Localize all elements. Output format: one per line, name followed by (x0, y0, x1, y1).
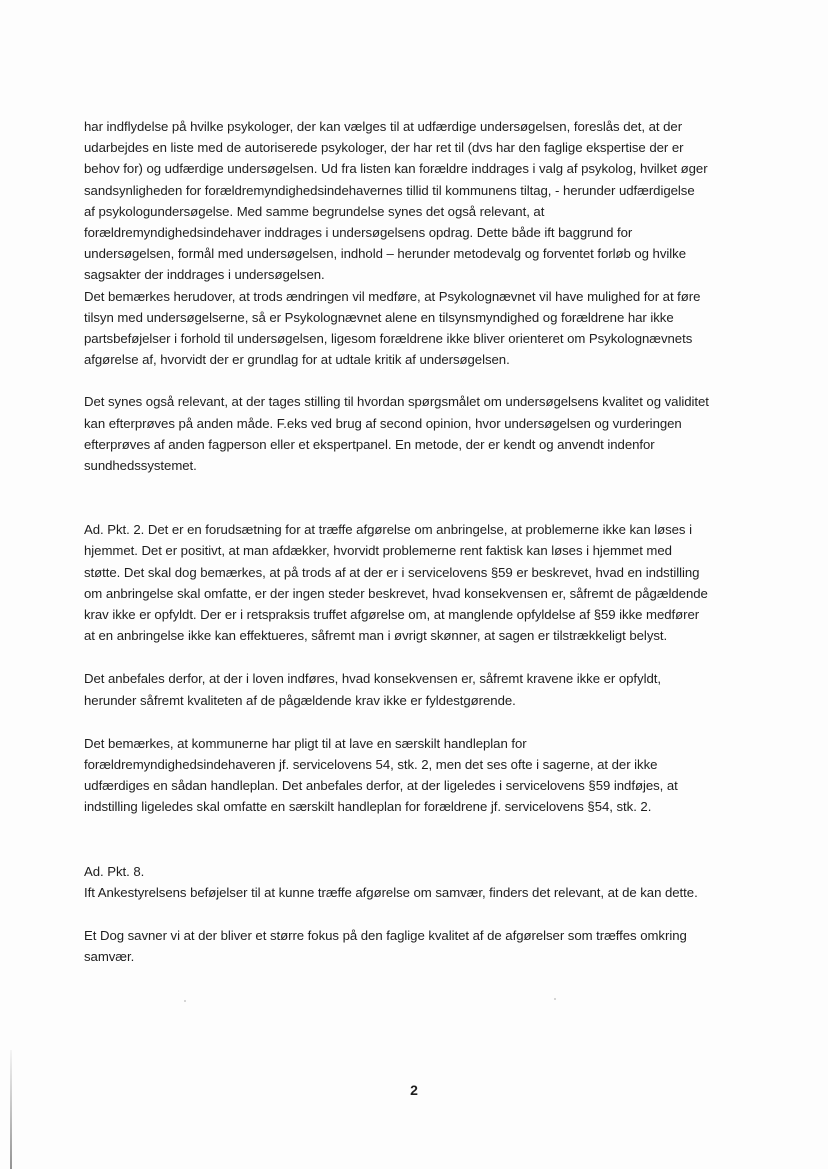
paragraph-spacer (84, 646, 756, 668)
text-line: udarbejdes en liste med de autoriserede psykologer, der har ret til (dvs har den faglige ekspertise der er (84, 140, 684, 156)
paragraph-action-plan (84, 733, 756, 818)
text-line: Det bemærkes herudover, at trods ændringen vil medføre, at Psykolognævnet vil have mulighed for at føre (84, 288, 701, 304)
text-line: hjemmet. Det er positivt, at man afdækker, hvorvidt problemerne rent faktisk kan løses i hjemmet med (84, 543, 672, 559)
text-line: sagsakter der inddrages i undersøgelsen. (84, 267, 325, 283)
text-line: sandsynligheden for forældremyndighedsindehavernes tillid til kommunens tiltag, - herunder udfærdigelse (84, 182, 695, 198)
text-line: udfærdiges en sådan handleplan. Det anbefales derfor, at der ligeledes i servicelovens §59 indføjes, at (84, 778, 678, 794)
text-line: forældremyndighedsindehaver inddrages i undersøgelsens opdrag. Dette både ift baggrund for (84, 225, 633, 241)
paragraph-spacer (84, 370, 756, 391)
scan-speck (184, 1000, 186, 1002)
paragraph-ad-pkt-2 (84, 519, 756, 646)
paragraph-recommendation-consequence (84, 668, 756, 710)
text-line: behov for) og udfærdige undersøgelsen. Ud fra listen kan forældre inddrages i valg af psykolog, hvilket øger (84, 161, 708, 177)
text-line: krav ikke er opfyldt. Der er i retspraksis truffet afgørelse om, at manglende opfyldelse af §59 ikke medfører (84, 607, 700, 623)
text-line: forældremyndighedsindehaveren jf. servicelovens 54, stk. 2, men det ses ofte i sagerne, at der ikke (84, 757, 658, 773)
text-line: herunder såfremt kvaliteten af de pågældende krav ikke er fyldestgørende. (84, 692, 516, 708)
text-line: støtte. Det skal dog bemærkes, at på trods af at der er i servicelovens §59 er beskrevet, hvad en indstilling (84, 564, 700, 580)
paragraph-spacer (84, 711, 756, 733)
text-line: sundhedssystemet. (84, 458, 197, 474)
text-line: Ift Ankestyrelsens beføjelser til at kunne træffe afgørelse om samvær, finders det relevant, at de kan dette. (84, 884, 698, 900)
text-line: afgørelse af, hvorvidt der er grundlag for at udtale kritik af undersøgelsen. (84, 352, 510, 368)
paragraph-spacer (84, 818, 756, 861)
text-line: kan efterprøves på anden måde. F.eks ved brug af second opinion, hvor undersøgelsen og vurderingen (84, 415, 682, 431)
text-line: Et Dog savner vi at der bliver et større fokus på den faglige kvalitet af de afgørelser som træffes omkring (84, 928, 687, 944)
paragraph-spacer (84, 476, 756, 519)
text-line: Det bemærkes, at kommunerne har pligt til at lave en særskilt handleplan for (84, 735, 527, 751)
paragraph-spacer (84, 903, 756, 925)
text-line: efterprøves af anden fagperson eller et ekspertpanel. En metode, der er kendt og anvendt indenfor (84, 436, 655, 452)
text-line: Ad. Pkt. 2. Det er en forudsætning for at træffe afgørelse om anbringelse, at problemerne ikke kan løses i (84, 522, 692, 538)
text-line: indstilling ligeledes skal omfatte en særskilt handleplan for forældrene jf. servicelovens §54, stk. 2. (84, 799, 652, 815)
text-line: Ad. Pkt. 8. (84, 863, 145, 879)
text-line: Det anbefales derfor, at der i loven indføres, hvad konsekvensen er, såfremt kravene ikke er opfyldt, (84, 671, 661, 687)
document-body (84, 116, 756, 968)
text-line: Det synes også relevant, at der tages stilling til hvordan spørgsmålet om undersøgelsens kvalitet og validitet (84, 394, 709, 410)
text-line: undersøgelsen, formål med undersøgelsen, indhold – herunder metodevalg og forventet forløb og hvilke (84, 246, 686, 262)
text-line: at en anbringelse ikke kan effektueres, såfremt man i øvrigt skønner, at sagen er tilstrækkeligt belyst. (84, 628, 668, 644)
text-line: om anbringelse skal omfatte, er der ingen steder beskrevet, hvad konsekvensen er, såfremt de pågældende (84, 585, 708, 601)
page-number: 2 (410, 1082, 418, 1098)
scan-edge-shadow (10, 1050, 12, 1169)
text-line: tilsyn med undersøgelserne, så er Psykolognævnet alene en tilsynsmyndighed og forældrene har ikke (84, 309, 674, 325)
text-line: af psykologundersøgelse. Med samme begrundelse synes det også relevant, at (84, 203, 545, 219)
paragraph-psychologist-selection (84, 116, 756, 286)
text-line: har indflydelse på hvilke psykologer, der kan vælges til at udfærdige undersøgelsen, foreslås det, at der (84, 119, 683, 134)
text-line: partsbeføjelser i forhold til undersøgelsen, ligesom forældrene ikke bliver orienteret om Psykolognævnets (84, 331, 693, 347)
paragraph-psykolognaevnet-supervision (84, 286, 756, 371)
paragraph-ad-pkt-8 (84, 861, 756, 903)
paragraph-visitation-quality (84, 925, 756, 967)
scan-speck (554, 998, 556, 1000)
paragraph-second-opinion (84, 391, 756, 476)
text-line: samvær. (84, 949, 135, 965)
